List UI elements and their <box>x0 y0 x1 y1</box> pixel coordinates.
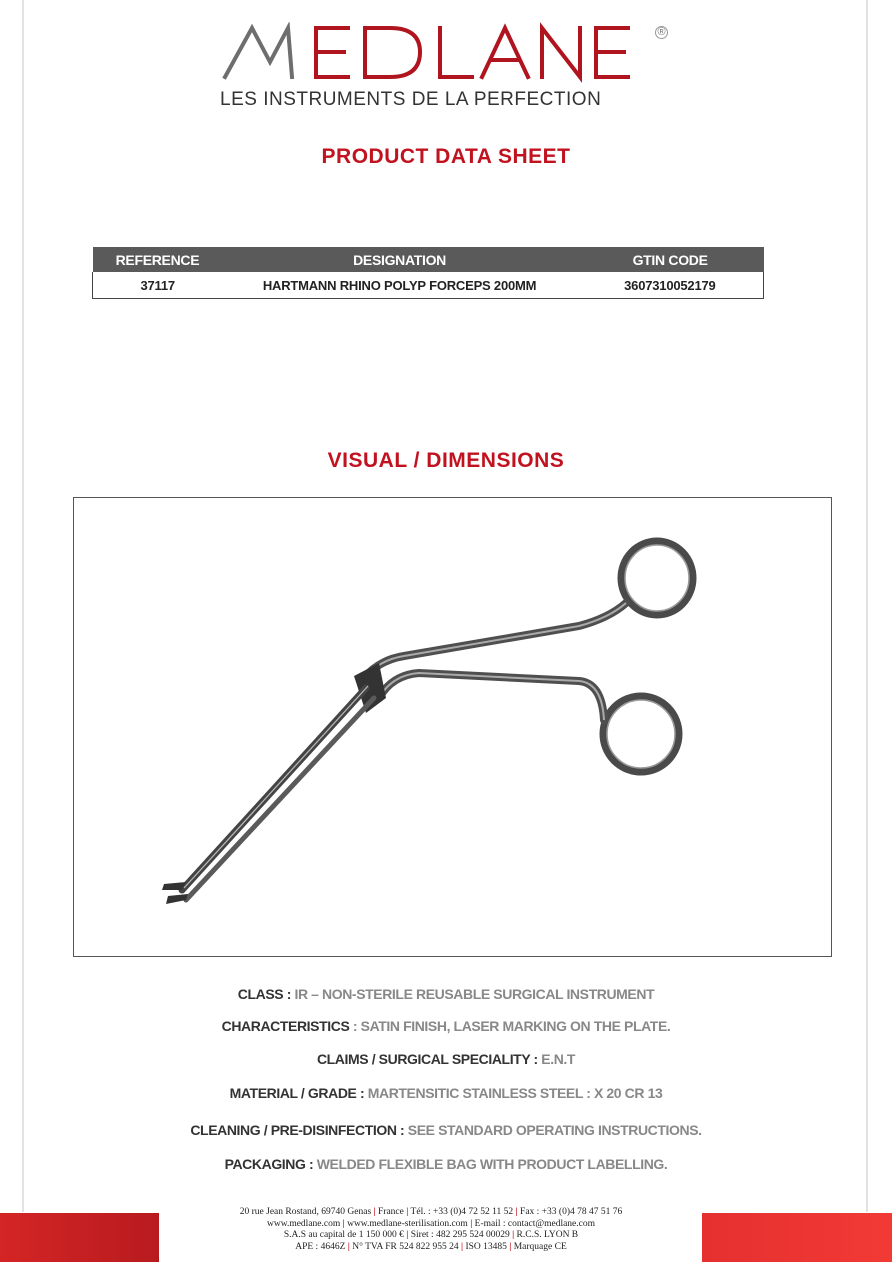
spec-claims <box>0 1051 892 1067</box>
footer-line-legal <box>160 1230 702 1242</box>
footer-separator: | <box>406 1207 409 1217</box>
footer-separator: | <box>515 1207 518 1217</box>
table-row <box>93 272 764 299</box>
footer-red-bar-left <box>0 1213 159 1262</box>
spec-characteristics-label: CHARACTERISTICS <box>221 1018 350 1034</box>
spec-claims-value: E.N.T <box>537 1051 576 1067</box>
footer-separator: | <box>373 1207 376 1217</box>
cell-gtin-code: 3607310052179 <box>577 272 764 299</box>
spec-packaging <box>0 1156 892 1172</box>
table-header-row <box>93 247 764 272</box>
spec-cleaning-value: SEE STANDARD OPERATING INSTRUCTIONS. <box>404 1122 702 1138</box>
product-image-frame <box>73 497 832 957</box>
footer-ape: APE : 4646Z <box>295 1241 346 1252</box>
spec-material-value: MARTENSITIC STAINLESS STEEL : X 20 CR 13 <box>364 1085 663 1101</box>
footer-sterilisation-link[interactable]: www.medlane-sterilisation.com <box>347 1218 468 1229</box>
header-designation: DESIGNATION <box>222 247 576 272</box>
spec-material <box>0 1085 892 1101</box>
spec-claims-label: CLAIMS / SURGICAL SPECIALITY : <box>316 1051 538 1067</box>
spec-cleaning <box>0 1122 892 1138</box>
footer-ce-marking: Marquage CE <box>513 1241 567 1252</box>
spec-characteristics <box>0 1018 892 1034</box>
footer-separator: | <box>342 1218 345 1229</box>
spec-packaging-label: PACKAGING : <box>224 1156 314 1172</box>
footer-website-link[interactable]: www.medlane.com <box>266 1218 341 1229</box>
footer-separator: | <box>347 1241 350 1252</box>
visual-dimensions-title: VISUAL / DIMENSIONS <box>327 449 565 472</box>
footer-line-web <box>160 1219 702 1231</box>
reference-table <box>92 247 764 299</box>
footer-iso: ISO 13485 <box>465 1241 507 1252</box>
footer-rcs: R.C.S. LYON B <box>516 1230 579 1240</box>
spec-cleaning-label: CLEANING / PRE-DISINFECTION : <box>190 1122 405 1138</box>
footer-capital: S.A.S au capital de 1 150 000 € <box>283 1230 404 1240</box>
footer-siret: Siret : 482 295 524 00029 <box>410 1230 510 1240</box>
cell-designation: HARTMANN RHINO POLYP FORCEPS 200MM <box>222 272 576 299</box>
forceps-illustration <box>74 498 831 956</box>
cell-reference: 37117 <box>93 272 223 299</box>
footer-phone: Tél. : +33 (0)4 72 52 11 52 <box>410 1207 514 1217</box>
header-gtin-code: GTIN CODE <box>577 247 764 272</box>
footer-red-bar-right <box>702 1213 892 1262</box>
footer-separator: | <box>406 1230 409 1240</box>
footer-line-codes <box>160 1242 702 1254</box>
medlane-logo <box>220 22 680 84</box>
spec-packaging-value: WELDED FLEXIBLE BAG WITH PRODUCT LABELLING. <box>313 1156 668 1172</box>
footer-separator: | <box>470 1218 473 1229</box>
spec-class <box>0 986 892 1002</box>
footer-separator: | <box>509 1241 512 1252</box>
footer-email[interactable]: E-mail : contact@medlane.com <box>474 1218 595 1229</box>
spec-class-label: CLASS : <box>237 986 291 1002</box>
spec-material-label: MATERIAL / GRADE : <box>229 1085 365 1101</box>
footer-country: France <box>378 1207 404 1217</box>
footer-separator: | <box>512 1230 515 1240</box>
footer-line-address <box>160 1207 702 1219</box>
registered-mark: ® <box>655 26 668 39</box>
footer-company-info <box>160 1207 702 1253</box>
header-reference: REFERENCE <box>93 247 223 272</box>
spec-characteristics-value: : SATIN FINISH, LASER MARKING ON THE PLATE. <box>349 1018 671 1034</box>
footer-vat: N° TVA FR 524 822 955 24 <box>352 1241 459 1252</box>
product-data-sheet-title: PRODUCT DATA SHEET <box>321 145 571 168</box>
brand-tagline: LES INSTRUMENTS DE LA PERFECTION <box>220 89 602 110</box>
spec-class-value: IR – NON-STERILE REUSABLE SURGICAL INSTRUMENT <box>290 986 655 1002</box>
footer-fax: Fax : +33 (0)4 78 47 51 76 <box>520 1207 623 1217</box>
footer-address: 20 rue Jean Rostand, 69740 Genas <box>239 1207 372 1217</box>
footer-separator: | <box>460 1241 464 1252</box>
